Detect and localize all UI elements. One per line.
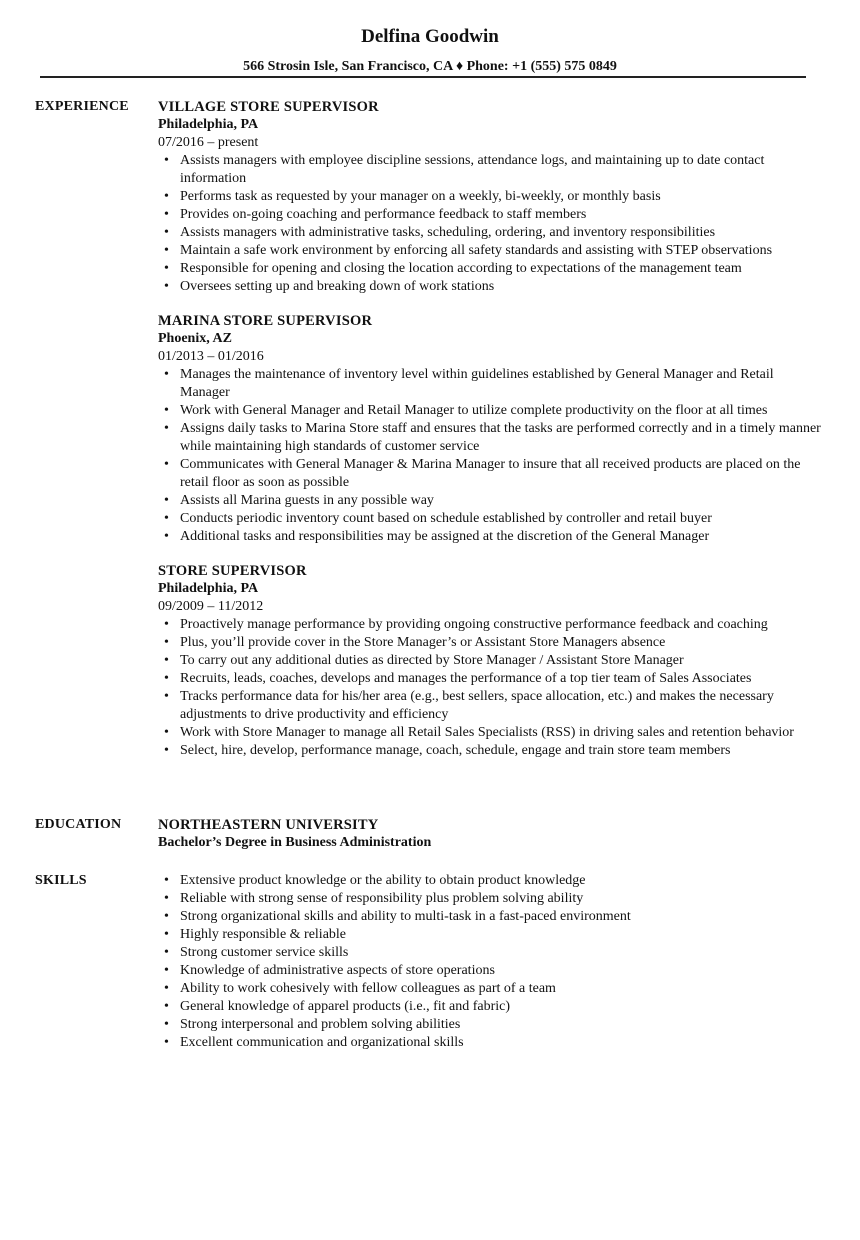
job-dates: 01/2013 – 01/2016 — [158, 349, 264, 364]
list-item: • Assists all Marina guests in any possible way — [180, 492, 825, 510]
job-location: Philadelphia, PA — [158, 581, 259, 596]
section-label-education: EDUCATION — [35, 817, 122, 832]
job-entry — [158, 562, 825, 760]
list-item: • Maintain a safe work environment by enforcing all safety standards and assisting with STEP observations — [180, 242, 825, 260]
degree-name: Bachelor’s Degree in Business Administration — [158, 835, 432, 850]
list-item: • Select, hire, develop, performance manage, coach, schedule, engage and train store team members — [180, 742, 825, 760]
experience-body — [158, 98, 825, 760]
job-location: Philadelphia, PA — [158, 117, 259, 132]
list-item: • Conducts periodic inventory count based on schedule established by controller and retail buyer — [180, 510, 825, 528]
list-item: • Excellent communication and organizational skills — [180, 1034, 825, 1052]
job-dates: 09/2009 – 11/2012 — [158, 599, 264, 614]
list-item: • Work with General Manager and Retail Manager to utilize complete productivity on the floor at all times — [180, 402, 825, 420]
list-item: • Proactively manage performance by providing ongoing constructive performance feedback and coaching — [180, 616, 825, 634]
list-item: • General knowledge of apparel products (i.e., fit and fabric) — [180, 998, 825, 1016]
header-divider — [40, 76, 806, 78]
list-item: • Work with Store Manager to manage all Retail Sales Specialists (RSS) in driving sales and retention behavior — [180, 724, 825, 742]
job-entry — [158, 98, 825, 296]
job-duties-list — [158, 366, 825, 546]
list-item: • Strong customer service skills — [180, 944, 825, 962]
contact-line: 566 Strosin Isle, San Francisco, CA ♦ Phone: +1 (555) 575 0849 — [243, 59, 617, 74]
job-duties-list — [158, 616, 825, 760]
school-name: NORTHEASTERN UNIVERSITY — [158, 817, 379, 833]
list-item: • Assists managers with employee discipline sessions, attendance logs, and maintaining up to date contact information — [180, 152, 825, 188]
resume-header — [0, 0, 860, 76]
job-title: VILLAGE STORE SUPERVISOR — [158, 99, 379, 115]
list-item: • Strong organizational skills and ability to multi-task in a fast-paced environment — [180, 908, 825, 926]
skills-section — [35, 872, 825, 1052]
list-item: • Reliable with strong sense of responsibility plus problem solving ability — [180, 890, 825, 908]
experience-section — [35, 98, 825, 776]
job-title: MARINA STORE SUPERVISOR — [158, 313, 373, 329]
candidate-name: Delfina Goodwin — [361, 26, 499, 47]
list-item: • Provides on-going coaching and performance feedback to staff members — [180, 206, 825, 224]
list-item: • Oversees setting up and breaking down of work stations — [180, 278, 825, 296]
list-item: • Ability to work cohesively with fellow colleagues as part of a team — [180, 980, 825, 998]
list-item: • Performs task as requested by your manager on a weekly, bi-weekly, or monthly basis — [180, 188, 825, 206]
section-label-experience: EXPERIENCE — [35, 99, 129, 114]
section-label-skills: SKILLS — [35, 873, 87, 888]
list-item: • Highly responsible & reliable — [180, 926, 825, 944]
job-dates: 07/2016 – present — [158, 135, 259, 150]
list-item: • Plus, you’ll provide cover in the Store Manager’s or Assistant Store Managers absence — [180, 634, 825, 652]
job-entry — [158, 312, 825, 546]
skills-body — [158, 872, 825, 1052]
job-duties-list — [158, 152, 825, 296]
job-title: STORE SUPERVISOR — [158, 563, 307, 579]
list-item: • To carry out any additional duties as directed by Store Manager / Assistant Store Manager — [180, 652, 825, 670]
list-item: • Knowledge of administrative aspects of store operations — [180, 962, 825, 980]
list-item: • Tracks performance data for his/her area (e.g., best sellers, space allocation, etc.) and makes the necessary adjustments to drive productivity and efficiency — [180, 688, 825, 724]
list-item: • Assigns daily tasks to Marina Store staff and ensures that the tasks are performed correctly and in a timely manner while maintaining high standards of customer service — [180, 420, 825, 456]
skills-list — [158, 872, 825, 1052]
list-item: • Assists managers with administrative tasks, scheduling, ordering, and inventory responsibilities — [180, 224, 825, 242]
job-location: Phoenix, AZ — [158, 331, 232, 346]
list-item: • Communicates with General Manager & Marina Manager to insure that all received products are placed on the retail floor as soon as possible — [180, 456, 825, 492]
list-item: • Responsible for opening and closing the location according to expectations of the management team — [180, 260, 825, 278]
list-item: • Recruits, leads, coaches, develops and manages the performance of a top tier team of Sales Associates — [180, 670, 825, 688]
education-body — [158, 816, 825, 852]
list-item: • Additional tasks and responsibilities may be assigned at the discretion of the General Manager — [180, 528, 825, 546]
list-item: • Strong interpersonal and problem solving abilities — [180, 1016, 825, 1034]
education-section — [35, 816, 825, 852]
list-item: • Manages the maintenance of inventory level within guidelines established by General Manager and Retail Manager — [180, 366, 825, 402]
list-item: • Extensive product knowledge or the ability to obtain product knowledge — [180, 872, 825, 890]
